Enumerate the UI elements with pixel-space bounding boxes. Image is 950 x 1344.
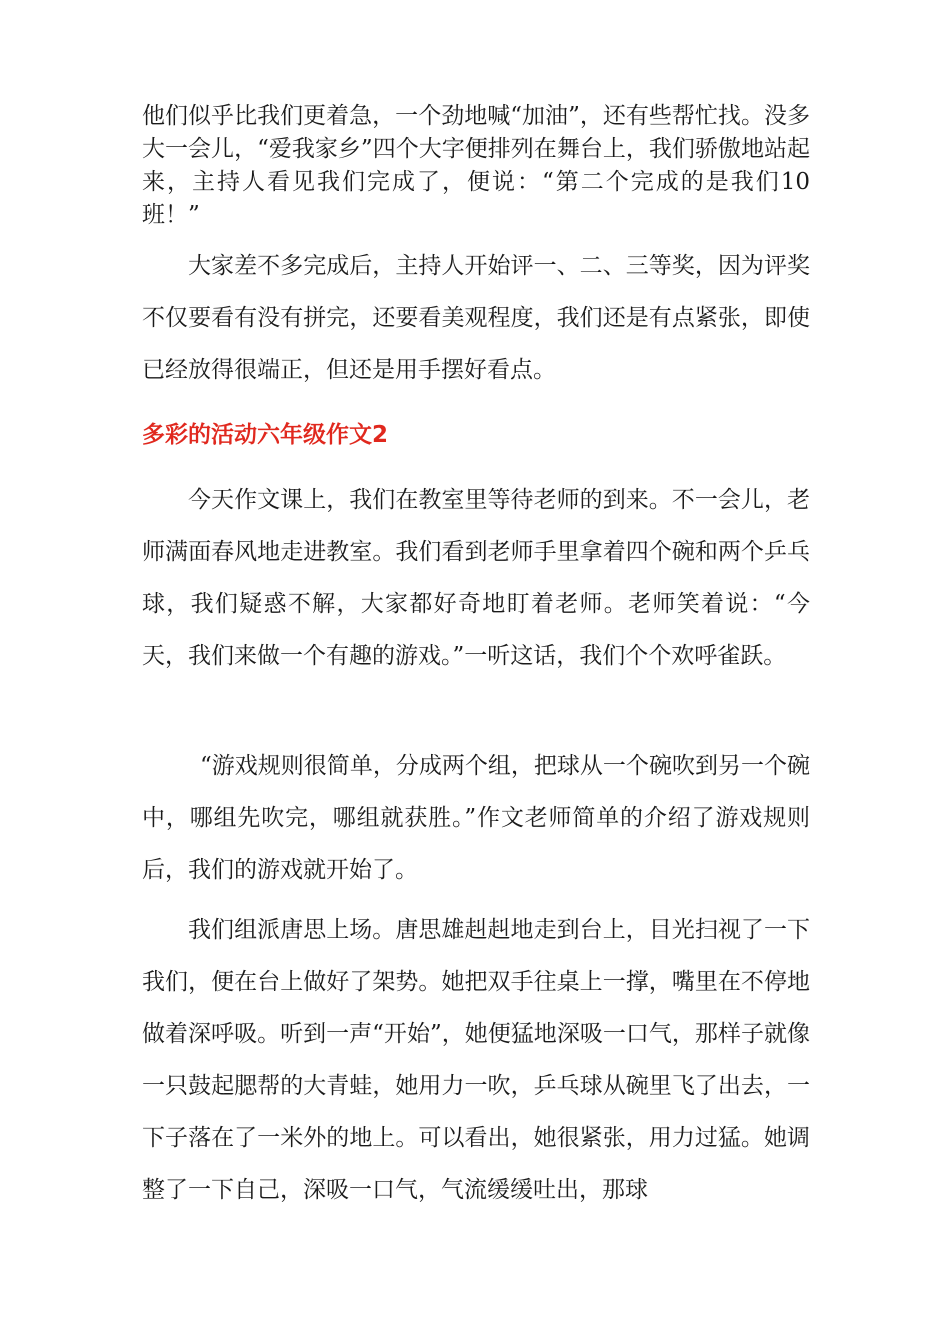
paragraph-1: 他们似乎比我们更着急，一个劲地喊“加油”，还有些帮忙找。没多大一会儿，“爱我家乡”四个大字便排列在舞台上，我们骄傲地站起来，主持人看见我们完成了，便说：“第二个完成的是我们10班！” xyxy=(142,103,810,228)
paragraph-3: 今天作文课上，我们在教室里等待老师的到来。不一会儿，老师满面春风地走进教室。我们看到老师手里拿着四个碗和两个乒乓球，我们疑惑不解，大家都好奇地盯着老师。老师笑着说：“今天，我们来做一个有趣的游戏。”一听这话，我们个个欢呼雀跃。 xyxy=(142,487,810,669)
paragraph-5: 我们组派唐思上场。唐思雄赳赳地走到台上，目光扫视了一下我们，便在台上做好了架势。她把双手往桌上一撑，嘴里在不停地做着深呼吸。听到一声“开始”，她便猛地深吸一口气，那样子就像一只鼓起腮帮的大青蛙，她用力一吹，乒乓球从碗里飞了出去，一下子落在了一米外的地上。可以看出，她很紧张，用力过猛。她调整了一下自己，深吸一口气，气流缓缓吐出，那球 xyxy=(142,917,810,1203)
paragraph-4: “游戏规则很简单，分成两个组，把球从一个碗吹到另一个碗中，哪组先吹完，哪组就获胜。”作文老师简单的介绍了游戏规则后，我们的游戏就开始了。 xyxy=(142,753,810,883)
paragraph-2: 大家差不多完成后，主持人开始评一、二、三等奖，因为评奖不仅要看有没有拼完，还要看美观程度，我们还是有点紧张，即使已经放得很端正，但还是用手摆好看点。 xyxy=(142,253,810,383)
section-heading: 多彩的活动六年级作文2 xyxy=(142,422,389,448)
